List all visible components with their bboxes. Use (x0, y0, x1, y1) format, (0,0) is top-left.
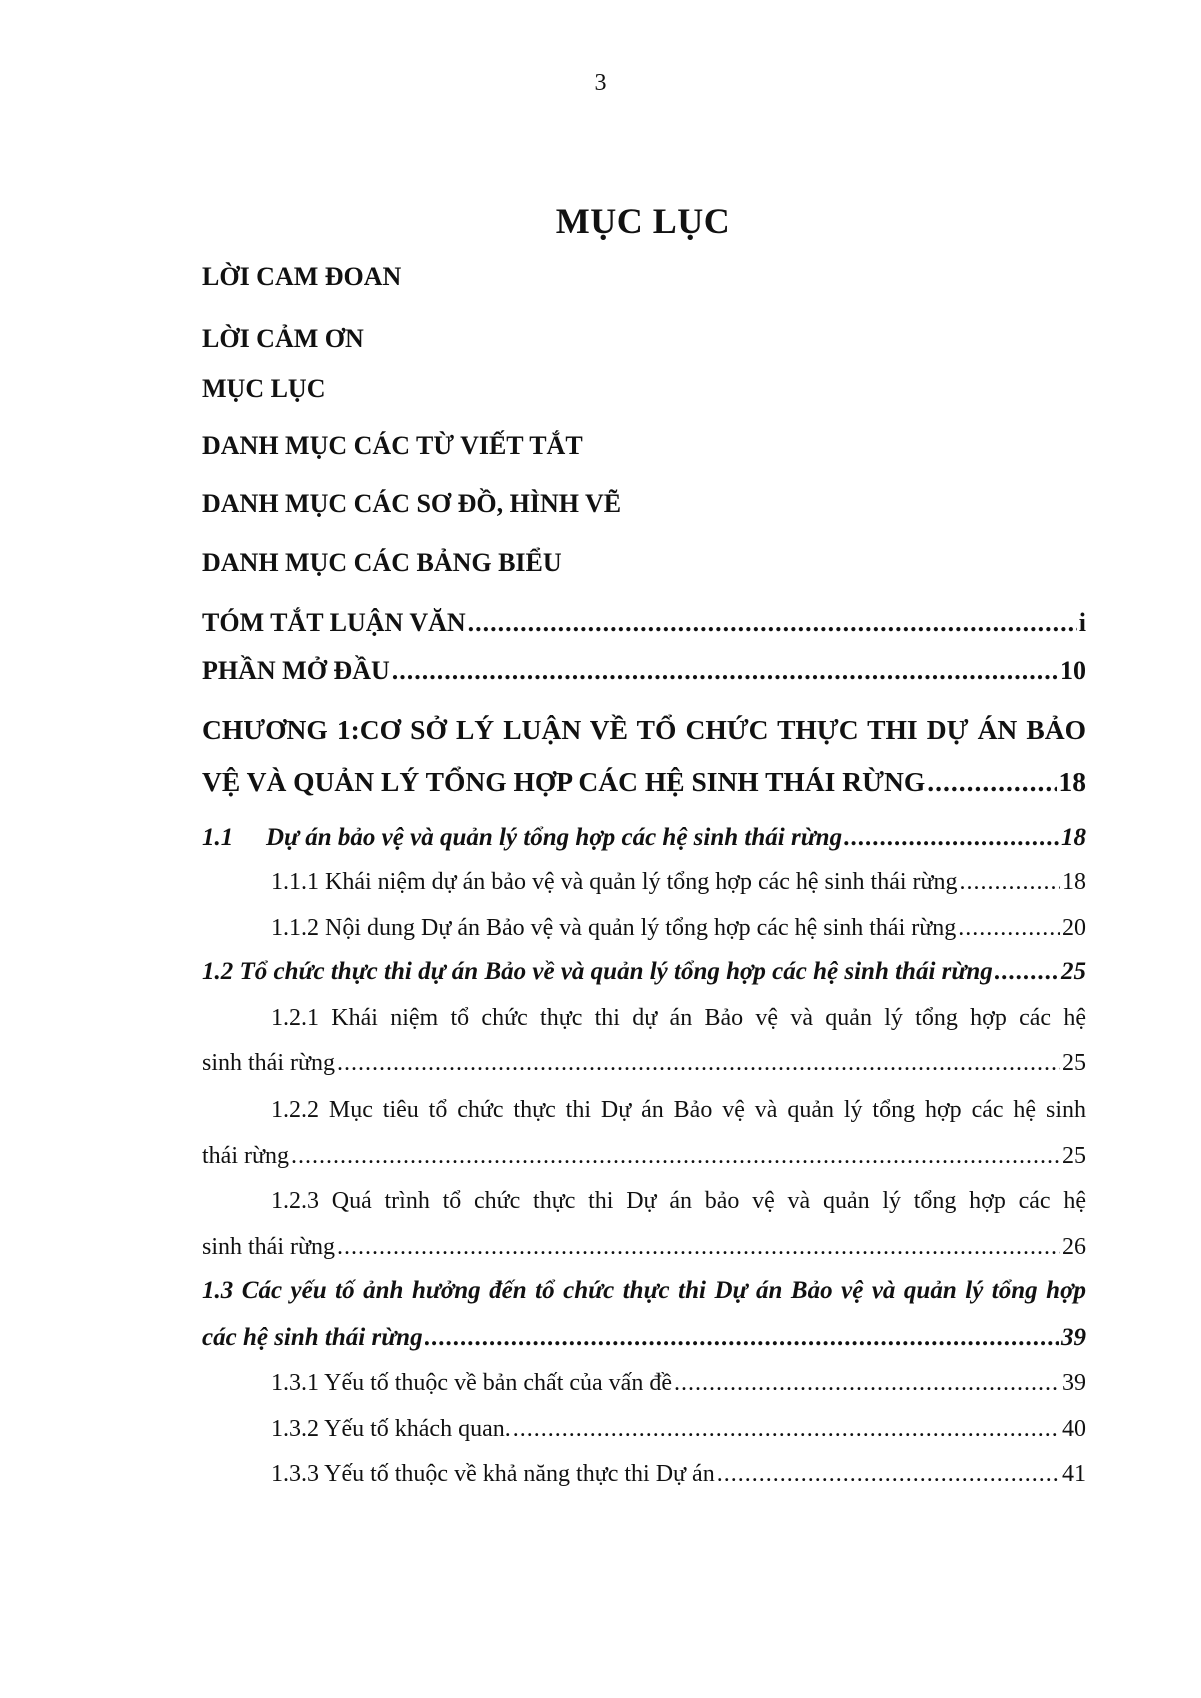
toc-entry-label: DANH MỤC CÁC SƠ ĐỒ, HÌNH VẼ (202, 489, 622, 518)
toc-entry-1-2-2-line2[interactable] (202, 1143, 1086, 1170)
toc-entry-label: DANH MỤC CÁC TỪ VIẾT TẮT (202, 431, 583, 460)
toc-entry-danh-muc-tu-viet-tat[interactable] (202, 431, 1086, 461)
dot-leader (291, 1143, 1060, 1170)
toc-page-number: 40 (1062, 1416, 1086, 1442)
toc-entry-label: DANH MỤC CÁC BẢNG BIỂU (202, 548, 562, 577)
page-title: MỤC LỤC (555, 201, 731, 241)
dot-leader (337, 1050, 1060, 1077)
toc-entry-1-3-3[interactable] (271, 1461, 1086, 1488)
toc-page-number: 25 (1062, 1050, 1086, 1076)
toc-entry-tom-tat[interactable] (202, 608, 1086, 638)
toc-entry-1-2[interactable] (202, 958, 1086, 986)
dot-leader (960, 869, 1060, 896)
toc-entry-label: 1.2 Tổ chức thực thi dự án Bảo về và quản lý tổng hợp các hệ sinh thái rừng (202, 958, 993, 985)
toc-entry-danh-muc-so-do[interactable] (202, 489, 1086, 519)
toc-page-number: 41 (1062, 1461, 1086, 1487)
dot-leader (513, 1416, 1060, 1443)
toc-entry-chapter-1-line2[interactable] (202, 766, 1086, 798)
toc-entry-danh-muc-bang-bieu[interactable] (202, 548, 1086, 578)
toc-entry-label: VỆ VÀ QUẢN LÝ TỔNG HỢP CÁC HỆ SINH THÁI RỪNG (202, 766, 926, 797)
toc-entry-1-3-1[interactable] (271, 1370, 1086, 1397)
toc-page-number: 20 (1062, 915, 1086, 941)
toc-page-number: i (1078, 608, 1086, 637)
toc-entry-label: LỜI CẢM ƠN (202, 324, 364, 353)
toc-page-number: 18 (1062, 869, 1086, 895)
toc-entry-1-2-1-line2[interactable] (202, 1050, 1086, 1077)
toc-entry-label: TÓM TẮT LUẬN VĂN (202, 608, 466, 637)
toc-entry-1-1-2[interactable] (271, 915, 1086, 942)
toc-entry-label: thái rừng (202, 1143, 289, 1169)
toc-entry-loi-cam-doan[interactable] (202, 262, 1086, 292)
toc-entry-label: sinh thái rừng (202, 1234, 335, 1260)
toc-entry-1-3-line2[interactable] (202, 1324, 1086, 1352)
toc-entry-label: sinh thái rừng (202, 1050, 335, 1076)
toc-entry-1-3-2[interactable] (271, 1416, 1086, 1443)
toc-page-number: 26 (1062, 1234, 1086, 1260)
section-number: 1.1 (202, 824, 234, 851)
dot-leader (927, 766, 1056, 798)
toc-entry-1-3-line1[interactable] (202, 1277, 1086, 1305)
toc-entry-phan-mo-dau[interactable] (202, 656, 1086, 686)
toc-entry-1-2-1-line1[interactable] (271, 1005, 1086, 1032)
toc-page-number: 18 (1061, 824, 1086, 851)
toc-entry-1-1[interactable] (202, 824, 1086, 852)
toc-entry-label: 1.3 Các yếu tố ảnh hưởng đến tổ chức thực thi Dự án Bảo vệ và quản lý tổng hợp (202, 1277, 1086, 1304)
dot-leader (468, 608, 1077, 638)
toc-entry-loi-cam-on[interactable] (202, 324, 1086, 354)
toc-entry-1-2-2-line1[interactable] (271, 1097, 1086, 1124)
dot-leader (674, 1370, 1060, 1397)
dot-leader (425, 1324, 1059, 1352)
dot-leader (337, 1234, 1060, 1261)
toc-entry-label: CHƯƠNG 1:CƠ SỞ LÝ LUẬN VỀ TỔ CHỨC THỰC THI DỰ ÁN BẢO (202, 714, 1086, 745)
toc-entry-label: 1.2.1 Khái niệm tổ chức thực thi dự án Bảo vệ và quản lý tổng hợp các hệ (271, 1005, 1086, 1031)
toc-entry-label: 1.1.1 Khái niệm dự án bảo vệ và quản lý tổng hợp các hệ sinh thái rừng (271, 869, 958, 895)
toc-entry-label: 1.2.3 Quá trình tổ chức thực thi Dự án bảo vệ và quản lý tổng hợp các hệ (271, 1188, 1086, 1214)
toc-entry-1-2-3-line2[interactable] (202, 1234, 1086, 1261)
dot-leader (844, 824, 1059, 852)
toc-page-number: 39 (1062, 1370, 1086, 1396)
toc-entry-label: 1.3.3 Yếu tố thuộc về khả năng thực thi Dự án (271, 1461, 715, 1487)
dot-leader (392, 656, 1058, 686)
toc-page-number: 18 (1058, 766, 1086, 797)
toc-entry-label: 1.1.2 Nội dung Dự án Bảo vệ và quản lý tổng hợp các hệ sinh thái rừng (271, 915, 957, 941)
dot-leader (995, 958, 1059, 986)
toc-page-number: 39 (1061, 1324, 1086, 1351)
toc-entry-1-1-1[interactable] (271, 869, 1086, 896)
page-number: 3 (594, 70, 607, 96)
toc-page-number: 25 (1061, 958, 1086, 985)
toc-entry-chapter-1-line1[interactable] (202, 714, 1086, 746)
toc-page-number: 10 (1060, 656, 1086, 685)
toc-entry-label: MỤC LỤC (202, 374, 326, 403)
toc-entry-label: 1.3.2 Yếu tố khách quan. (271, 1416, 511, 1442)
dot-leader (717, 1461, 1060, 1488)
toc-entry-label: Dự án bảo vệ và quản lý tổng hợp các hệ sinh thái rừng (266, 824, 843, 851)
toc-page-number: 25 (1062, 1143, 1086, 1169)
toc-entry-label: LỜI CAM ĐOAN (202, 262, 402, 291)
toc-entry-1-2-3-line1[interactable] (271, 1188, 1086, 1215)
toc-entry-label: 1.2.2 Mục tiêu tổ chức thực thi Dự án Bảo vệ và quản lý tổng hợp các hệ sinh (271, 1097, 1086, 1123)
toc-entry-label: 1.3.1 Yếu tố thuộc về bản chất của vấn đề (271, 1370, 672, 1396)
toc-entry-label: các hệ sinh thái rừng (202, 1324, 423, 1351)
toc-entry-label: PHẦN MỞ ĐẦU (202, 656, 390, 685)
dot-leader (958, 915, 1060, 942)
toc-entry-muc-luc[interactable] (202, 374, 1086, 404)
